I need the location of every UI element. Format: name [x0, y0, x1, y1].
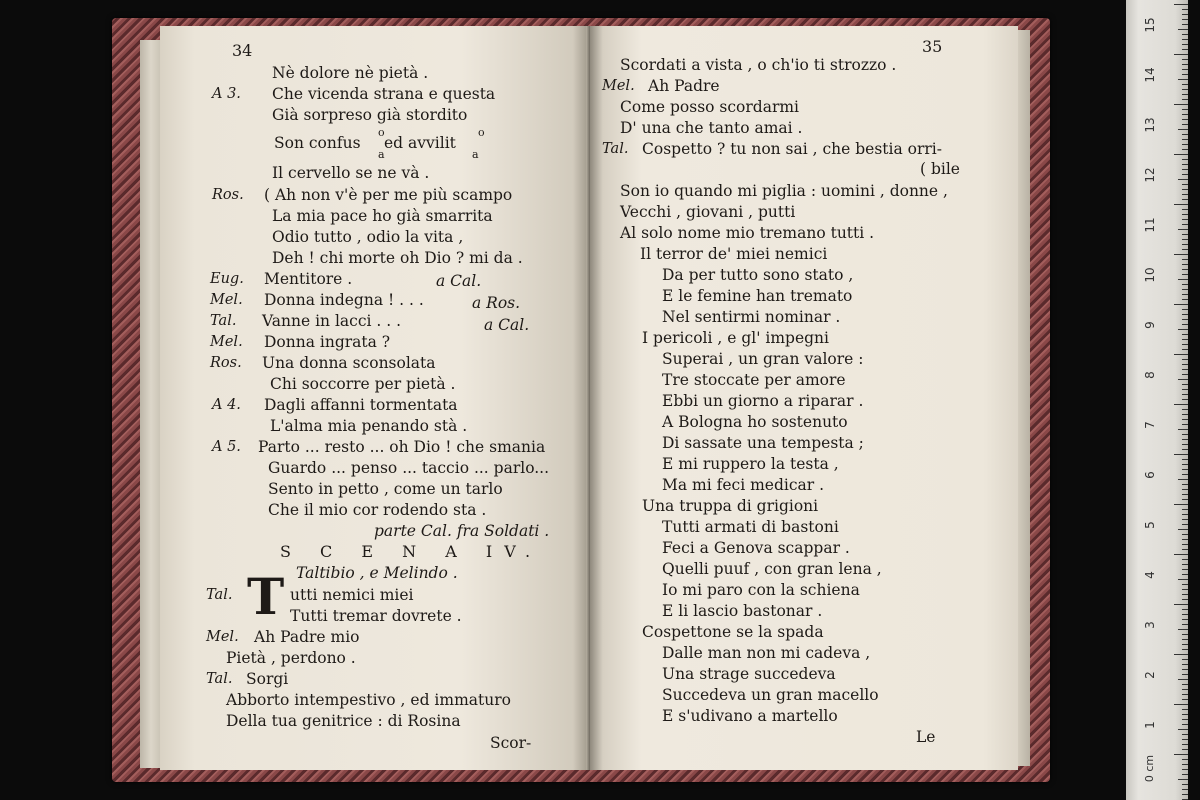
text-line: Ah Padre mio [254, 628, 360, 646]
ruler-unit: 0 cm [1143, 754, 1157, 783]
ruler-number: 11 [1143, 217, 1157, 233]
text-line: utti nemici miei [290, 586, 414, 604]
ruler-tick [1182, 119, 1188, 120]
ruler-tick [1182, 739, 1188, 740]
scene-heading: S C E N A IV. [280, 542, 543, 561]
text-line: Tutti armati di bastoni [662, 518, 839, 536]
ruler-tick [1182, 649, 1188, 650]
speaker-label: Mel. [206, 629, 239, 645]
ruler-tick [1174, 604, 1188, 605]
ruler-tick [1182, 59, 1188, 60]
ruler-tick [1182, 239, 1188, 240]
superscript: o [478, 126, 485, 139]
ruler-tick [1182, 24, 1188, 25]
ruler-tick [1182, 344, 1188, 345]
ruler-number: 2 [1143, 671, 1157, 679]
speaker-label: Ros. [210, 355, 242, 371]
ruler-tick [1182, 339, 1188, 340]
ruler-tick [1178, 379, 1188, 380]
text-line: I pericoli , e gl' impegni [642, 329, 829, 347]
text-line: Il terror de' miei nemici [640, 245, 828, 263]
ruler-tick [1182, 144, 1188, 145]
ruler-tick [1178, 629, 1188, 630]
text-line: ( Ah non v'è per me più scampo [264, 186, 513, 204]
ruler-tick [1178, 229, 1188, 230]
ruler-tick [1182, 589, 1188, 590]
text-line: Ah Padre [648, 77, 720, 95]
text-line: Odio tutto , odio la vita , [272, 228, 464, 246]
text-line: E le femine han tremato [662, 287, 853, 305]
ruler-tick [1182, 789, 1188, 790]
catchword: Le [916, 728, 936, 746]
ruler-number: 1 [1143, 721, 1157, 729]
ruler-tick [1182, 139, 1188, 140]
ruler-tick [1182, 309, 1188, 310]
ruler-tick [1182, 94, 1188, 95]
ruler-tick [1182, 694, 1188, 695]
stage-aside: a Cal. [484, 316, 530, 334]
ruler-tick [1182, 699, 1188, 700]
ruler-tick [1182, 639, 1188, 640]
ruler-tick [1182, 149, 1188, 150]
ruler-tick [1182, 74, 1188, 75]
speaker-label: Eug. [210, 271, 244, 287]
text-line: Come posso scordarmi [620, 98, 800, 116]
ruler-tick [1182, 749, 1188, 750]
page-number: 35 [922, 37, 943, 56]
ruler-tick [1182, 69, 1188, 70]
ruler-tick [1182, 134, 1188, 135]
ruler-tick [1182, 534, 1188, 535]
text-line: E li lascio bastonar . [662, 602, 823, 620]
ruler-tick [1182, 109, 1188, 110]
text-line: Superai , un gran valore : [662, 350, 864, 368]
speaker-label: Mel. [210, 334, 243, 350]
ruler-tick [1174, 754, 1188, 755]
ruler-tick [1182, 469, 1188, 470]
ruler-tick [1182, 459, 1188, 460]
ruler-tick [1174, 554, 1188, 555]
subscript: a [378, 148, 385, 161]
text-line: Ma mi feci medicar . [662, 476, 825, 494]
ruler-tick [1182, 319, 1188, 320]
ruler-tick [1182, 719, 1188, 720]
ruler-tick [1182, 194, 1188, 195]
ruler-tick [1182, 34, 1188, 35]
ruler-tick [1182, 214, 1188, 215]
page-edges-right [1016, 30, 1030, 766]
ruler-tick [1182, 199, 1188, 200]
ruler-tick [1182, 689, 1188, 690]
ruler-tick [1182, 114, 1188, 115]
ruler-tick [1182, 399, 1188, 400]
ruler-tick [1174, 254, 1188, 255]
ruler-tick [1182, 664, 1188, 665]
ruler-tick [1178, 29, 1188, 30]
ruler-tick [1182, 84, 1188, 85]
ruler-tick [1182, 299, 1188, 300]
ruler-tick [1182, 609, 1188, 610]
ruler-tick [1182, 634, 1188, 635]
ruler-tick [1182, 174, 1188, 175]
ruler-tick [1174, 654, 1188, 655]
ruler-tick [1182, 769, 1188, 770]
ruler-tick [1182, 189, 1188, 190]
ruler-tick [1182, 284, 1188, 285]
ruler-tick [1182, 269, 1188, 270]
measurement-ruler [1126, 0, 1188, 800]
ruler-tick [1178, 779, 1188, 780]
ruler-tick [1182, 264, 1188, 265]
ruler-tick [1174, 504, 1188, 505]
ruler-tick [1182, 539, 1188, 540]
ruler-tick [1182, 474, 1188, 475]
ruler-tick [1182, 259, 1188, 260]
ruler-tick [1182, 389, 1188, 390]
ruler-number: 14 [1143, 67, 1157, 83]
ruler-tick [1182, 674, 1188, 675]
text-line: Abborto intempestivo , ed immaturo [226, 691, 511, 709]
text-line: Chi soccorre per pietà . [270, 375, 456, 393]
scene-characters: Taltibio , e Melindo . [296, 564, 458, 582]
ruler-tick [1182, 394, 1188, 395]
text-line: Dagli affanni tormentata [264, 396, 458, 414]
text-line: Son io quando mi piglia : uomini , donne , [620, 182, 948, 200]
speaker-label: Tal. [210, 313, 237, 329]
ruler-tick [1182, 574, 1188, 575]
ruler-tick [1182, 164, 1188, 165]
ruler-tick [1182, 219, 1188, 220]
ruler-tick [1182, 584, 1188, 585]
text-line: Deh ! chi morte oh Dio ? mi da . [272, 249, 523, 267]
ruler-tick [1182, 249, 1188, 250]
ruler-tick [1182, 709, 1188, 710]
ruler-tick [1174, 54, 1188, 55]
text-line: Mentitore . [264, 270, 353, 288]
text-line: Feci a Genova scappar . [662, 539, 850, 557]
left-page [160, 26, 590, 770]
text-line: Vanne in lacci . . . [262, 312, 402, 330]
stage-direction: parte Cal. fra Soldati . [374, 522, 550, 540]
ruler-tick [1178, 129, 1188, 130]
ruler-tick [1178, 729, 1188, 730]
ruler-tick [1174, 4, 1188, 5]
text-line: Scordati a vista , o ch'io ti strozzo . [620, 56, 897, 74]
ruler-tick [1178, 279, 1188, 280]
text-line: Il cervello se ne và . [272, 164, 430, 182]
ruler-tick [1182, 349, 1188, 350]
text-line: ( bile [920, 160, 960, 178]
text-line: Della tua genitrice : di Rosina [226, 712, 461, 730]
ruler-tick [1174, 404, 1188, 405]
ruler-tick [1182, 684, 1188, 685]
ruler-tick [1182, 614, 1188, 615]
ruler-tick [1182, 449, 1188, 450]
ruler-tick [1182, 644, 1188, 645]
ruler-tick [1182, 494, 1188, 495]
text-line: Parto ... resto ... oh Dio ! che smania [258, 438, 546, 456]
speaker-label: A 4. [212, 397, 241, 413]
ruler-tick [1178, 79, 1188, 80]
ruler-tick [1182, 489, 1188, 490]
ruler-tick [1182, 9, 1188, 10]
ruler-number: 5 [1143, 521, 1157, 529]
ruler-tick [1182, 764, 1188, 765]
ruler-tick [1182, 559, 1188, 560]
ruler-tick [1182, 524, 1188, 525]
ruler-tick [1182, 89, 1188, 90]
ruler-tick [1182, 784, 1188, 785]
ruler-tick [1182, 669, 1188, 670]
speaker-label: Tal. [602, 141, 629, 157]
ruler-tick [1182, 744, 1188, 745]
ruler-number: 8 [1143, 371, 1157, 379]
text-line: D' una che tanto amai . [620, 119, 803, 137]
ruler-tick [1182, 369, 1188, 370]
ruler-number: 6 [1143, 471, 1157, 479]
text-line: E mi ruppero la testa , [662, 455, 839, 473]
text-line: Dalle man non mi cadeva , [662, 644, 871, 662]
ruler-tick [1182, 444, 1188, 445]
text-line: Pietà , perdono . [226, 649, 356, 667]
speaker-label: Tal. [206, 587, 233, 603]
text-line: Che vicenda strana e questa [272, 85, 496, 103]
ruler-tick [1182, 374, 1188, 375]
ruler-tick [1182, 509, 1188, 510]
ruler-tick [1174, 154, 1188, 155]
text-line: Donna ingrata ? [264, 333, 391, 351]
ruler-tick [1182, 424, 1188, 425]
ruler-tick [1182, 209, 1188, 210]
ruler-tick [1182, 294, 1188, 295]
text-line: L'alma mia penando stà . [270, 417, 468, 435]
ruler-number: 12 [1143, 167, 1157, 183]
ruler-tick [1182, 44, 1188, 45]
ruler-tick [1182, 14, 1188, 15]
catchword: Scor- [490, 734, 532, 752]
text-line: Succedeva un gran macello [662, 686, 879, 704]
ruler-tick [1182, 549, 1188, 550]
ruler-tick [1182, 314, 1188, 315]
ruler-tick [1182, 159, 1188, 160]
ruler-tick [1182, 274, 1188, 275]
ruler-number: 7 [1143, 421, 1157, 429]
ruler-tick [1182, 409, 1188, 410]
ruler-number: 15 [1143, 17, 1157, 33]
ruler-tick [1182, 464, 1188, 465]
text-line: Al solo nome mio tremano tutti . [620, 224, 875, 242]
ruler-tick [1174, 354, 1188, 355]
ruler-tick [1178, 429, 1188, 430]
ruler-tick [1182, 324, 1188, 325]
ruler-tick [1182, 564, 1188, 565]
text-line: Nel sentirmi nominar . [662, 308, 841, 326]
text-line: Cospettone se la spada [642, 623, 824, 641]
ruler-tick [1178, 579, 1188, 580]
text-line: Da per tutto sono stato , [662, 266, 854, 284]
ruler-tick [1178, 679, 1188, 680]
page-edges-left [140, 40, 162, 768]
text-line: Vecchi , giovani , putti [620, 203, 796, 221]
ruler-tick [1182, 794, 1188, 795]
speaker-label: Mel. [210, 292, 243, 308]
text-line: Sorgi [246, 670, 289, 688]
ruler-tick [1174, 104, 1188, 105]
text-line: Una strage succedeva [662, 665, 836, 683]
page-number: 34 [232, 41, 253, 60]
speaker-label: Mel. [602, 78, 635, 94]
speaker-label: A 5. [212, 439, 241, 455]
ruler-tick [1178, 529, 1188, 530]
ruler-tick [1174, 304, 1188, 305]
ruler-tick [1182, 594, 1188, 595]
ruler-tick [1182, 569, 1188, 570]
text-line: A Bologna ho sostenuto [662, 413, 848, 431]
ruler-tick [1182, 619, 1188, 620]
ruler-tick [1174, 204, 1188, 205]
ruler-number: 10 [1143, 267, 1157, 283]
ruler-tick [1174, 454, 1188, 455]
ruler-tick [1182, 39, 1188, 40]
text-line: Sento in petto , come un tarlo [268, 480, 503, 498]
ruler-tick [1182, 64, 1188, 65]
ruler-tick [1182, 439, 1188, 440]
text-line: La mia pace ho già smarrita [272, 207, 493, 225]
text-line: Già sorpreso già stordito [272, 106, 468, 124]
ruler-tick [1182, 289, 1188, 290]
speaker-label: Tal. [206, 671, 233, 687]
stage-aside: a Cal. [436, 272, 482, 290]
ruler-number: 9 [1143, 321, 1157, 329]
ruler-tick [1182, 414, 1188, 415]
ruler-tick [1182, 334, 1188, 335]
superscript: o [378, 126, 385, 139]
ruler-tick [1182, 724, 1188, 725]
ruler-tick [1182, 484, 1188, 485]
ruler-tick [1182, 599, 1188, 600]
text-line: Una donna sconsolata [262, 354, 436, 372]
ruler-tick [1182, 169, 1188, 170]
ruler-tick [1182, 244, 1188, 245]
ruler-tick [1182, 384, 1188, 385]
text-line: Donna indegna ! . . . [264, 291, 424, 309]
text-line: E s'udivano a martello [662, 707, 838, 725]
text-line: ed avvilit [384, 134, 456, 152]
right-page [590, 26, 1018, 770]
ruler-tick [1178, 329, 1188, 330]
ruler-tick [1182, 624, 1188, 625]
text-line: Di sassate una tempesta ; [662, 434, 864, 452]
subscript: a [472, 148, 479, 161]
ruler-tick [1182, 519, 1188, 520]
text-line: Tutti tremar dovrete . [290, 607, 462, 625]
speaker-label: Ros. [212, 187, 244, 203]
text-line: Son confus [274, 134, 361, 152]
ruler-tick [1182, 184, 1188, 185]
ruler-tick [1182, 19, 1188, 20]
stage-aside: a Ros. [472, 294, 521, 312]
ruler-tick [1182, 224, 1188, 225]
ruler-number: 4 [1143, 571, 1157, 579]
ruler-tick [1174, 704, 1188, 705]
ruler-tick [1182, 49, 1188, 50]
ruler-tick [1182, 364, 1188, 365]
text-line: Guardo ... penso ... taccio ... parlo... [268, 459, 550, 477]
ruler-tick [1178, 479, 1188, 480]
ruler-tick [1182, 774, 1188, 775]
ruler-tick [1182, 499, 1188, 500]
speaker-label: A 3. [212, 86, 241, 102]
text-line: Che il mio cor rodendo sta . [268, 501, 487, 519]
ruler-tick [1182, 759, 1188, 760]
text-line: Tre stoccate per amore [662, 371, 846, 389]
drop-cap: T [247, 567, 285, 626]
ruler-number: 3 [1143, 621, 1157, 629]
ruler-tick [1178, 179, 1188, 180]
ruler-tick [1182, 714, 1188, 715]
ruler-tick [1182, 124, 1188, 125]
ruler-tick [1182, 734, 1188, 735]
ruler-tick [1182, 359, 1188, 360]
ruler-tick [1182, 659, 1188, 660]
ruler-tick [1182, 234, 1188, 235]
text-line: Una truppa di grigioni [642, 497, 819, 515]
text-line: Ebbi un giorno a riparar . [662, 392, 864, 410]
text-line: Quelli puuf , con gran lena , [662, 560, 882, 578]
ruler-tick [1182, 514, 1188, 515]
ruler-number: 13 [1143, 117, 1157, 133]
text-line: Nè dolore nè pietà . [272, 64, 429, 82]
text-line: Io mi paro con la schiena [662, 581, 860, 599]
text-line: Cospetto ? tu non sai , che bestia orri- [642, 140, 943, 158]
ruler-tick [1182, 544, 1188, 545]
ruler-tick [1182, 99, 1188, 100]
ruler-tick [1182, 434, 1188, 435]
ruler-tick [1182, 419, 1188, 420]
